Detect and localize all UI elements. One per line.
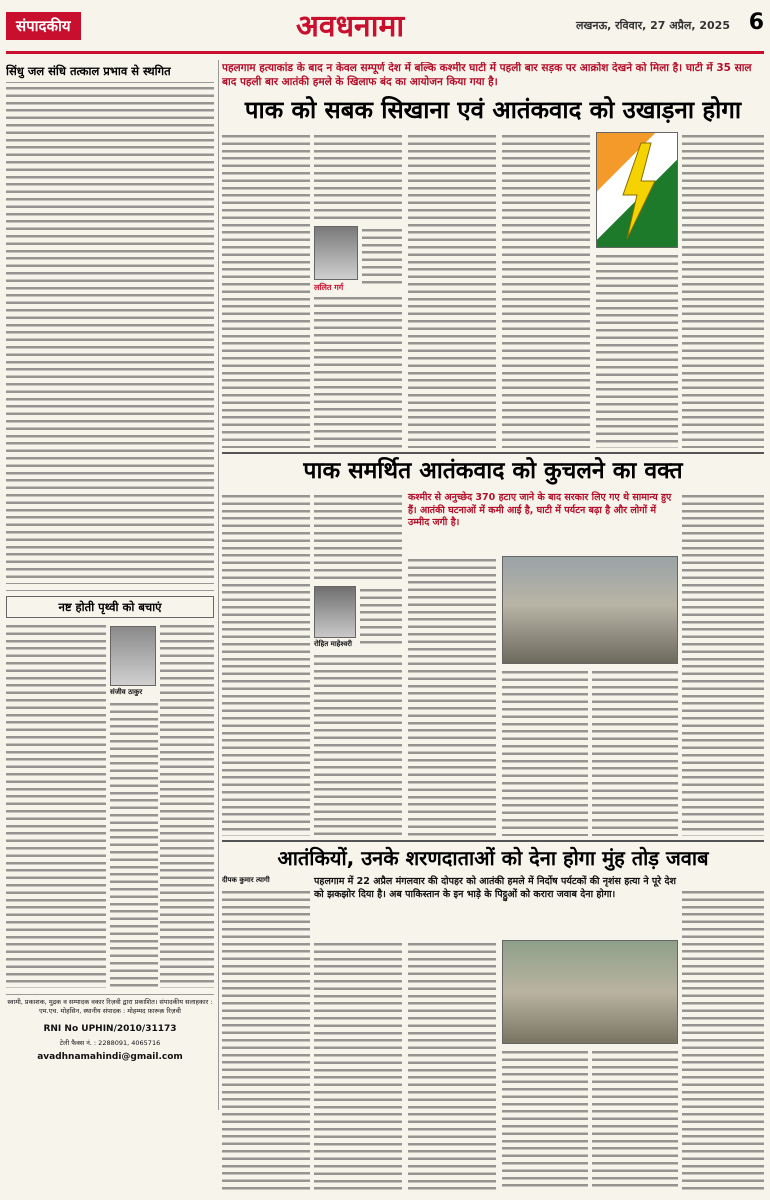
bottom-story-author: दीपक कुमार त्यागी	[222, 876, 270, 884]
page-number: 6	[748, 10, 764, 35]
section-label: संपादकीय	[6, 12, 81, 40]
top-story-author: ललित गर्ग	[314, 283, 344, 292]
top-story-body-8	[682, 132, 764, 448]
security-forces-image	[502, 556, 678, 664]
imprint	[6, 998, 214, 1188]
bottom-story-body-3	[408, 940, 496, 1190]
top-story-lede: पहलगाम हत्याकांड के बाद न केवल सम्पूर्ण देश में बल्कि कश्मीर घाटी में पहली बार सड़क पर आक्रोश देखने को मिला है। घाटी में 35 साल बाद पहली बार आतंकी हमले के खिलाफ बंद का आयोजन किया गया है।	[222, 62, 752, 88]
bottom-story-body-5	[592, 1048, 678, 1190]
bottom-story-body-4	[502, 1048, 588, 1190]
top-story-body-1	[222, 132, 310, 448]
bottom-story-body-6	[682, 888, 764, 1190]
mid-story-body-1	[222, 492, 310, 836]
mid-story-body-4	[314, 652, 402, 836]
top-story-body-2	[314, 132, 402, 222]
top-story-body-7	[596, 252, 678, 448]
mid-story-headline: पाक समर्थित आतंकवाद को कुचलने का वक्त	[303, 458, 683, 484]
bottom-story	[222, 844, 764, 1190]
rni-number: RNI No UPHIN/2010/31173	[43, 1024, 177, 1034]
bottom-story-lede: पहलगाम में 22 अप्रैल मंगलवार की दोपहर को आतंकी हमले में निर्दोष पर्यटकों की नृशंस हत्या ने पूरे देश को झकझोर दिया है। अब पाकिस्तान के इन भाड़े के पिट्ठुओं को करारा जवाब देना होगा।	[314, 876, 677, 900]
mid-story	[222, 456, 764, 836]
earth-article-headline: नष्ट होती पृथ्वी को बचाएं	[6, 596, 214, 618]
issue-date: लखनऊ, रविवार, 27 अप्रैल, 2025	[575, 19, 730, 32]
left-article-headline: सिंधु जल संधि तत्काल प्रभाव से स्थगित	[6, 62, 214, 83]
left-article-indus	[6, 62, 214, 586]
mid-story-body-2	[314, 492, 402, 582]
mid-story-lede: कश्मीर से अनुच्छेद 370 हटाए जाने के बाद सरकार लिए गए थे सामान्य हुए हैं। आतंकी घटनाओं में कमी आई है, घाटी में पर्यटन बढ़ा है और लोगों में उम्मीद जगी है।	[408, 492, 672, 528]
mid-story-author: रोहित माहेश्वरी	[314, 640, 352, 648]
section-divider	[222, 452, 764, 454]
top-story-body-6	[502, 132, 590, 448]
mid-story-body-7	[592, 668, 678, 836]
author-photo	[314, 226, 358, 280]
column-divider	[218, 60, 219, 1110]
bottom-story-body-2	[314, 940, 402, 1190]
mid-story-body-6	[502, 668, 588, 836]
left-article-body	[6, 84, 214, 584]
top-story	[222, 62, 764, 448]
bottom-story-headline: आतंकियों, उनके शरणदाताओं को देना होगा मुंह तोड़ जवाब	[277, 846, 709, 870]
lightning-icon	[597, 133, 679, 249]
earth-article-body-3	[110, 700, 158, 988]
top-story-body-4	[314, 294, 402, 448]
bottom-story-body-1	[222, 888, 310, 1190]
masthead	[6, 4, 764, 54]
email-link[interactable]: avadhnamahindi@gmail.com	[37, 1052, 183, 1062]
top-story-headline: पाक को सबक सिखाना एवं आतंकवाद को उखाड़ना होगा	[244, 96, 742, 124]
top-story-body-3	[362, 226, 402, 286]
left-article-earth	[6, 596, 214, 990]
imprint-text: स्वामी, प्रकाशक, मुद्रक व सम्पादक वकार रिज़वी द्वारा प्रकाशित। संपादकीय सलाहकार : एम.एच. मोहसिन, स्थानीय संपादक : मोहम्मद फ़ारूक़ रिज़वी	[7, 998, 213, 1015]
phone-number: टेली फैक्स नं. : 2288091, 4065716	[59, 1039, 161, 1047]
author-photo	[110, 626, 156, 686]
top-story-body-5	[408, 132, 496, 448]
earth-article-body-2	[160, 622, 214, 988]
mid-story-body-3	[360, 586, 402, 646]
newspaper-logo: अवधनामा	[296, 9, 405, 44]
earth-author-name: संजीव ठाकुर	[110, 688, 143, 696]
crime-scene-image	[502, 940, 678, 1044]
section-divider	[222, 840, 764, 842]
section-divider	[6, 590, 214, 591]
flag-lightning-image	[596, 132, 678, 248]
mid-story-body-8	[682, 492, 764, 836]
mid-story-body-5	[408, 556, 496, 836]
earth-article-body-1	[6, 622, 106, 988]
imprint-divider	[6, 994, 214, 995]
author-photo	[314, 586, 356, 638]
